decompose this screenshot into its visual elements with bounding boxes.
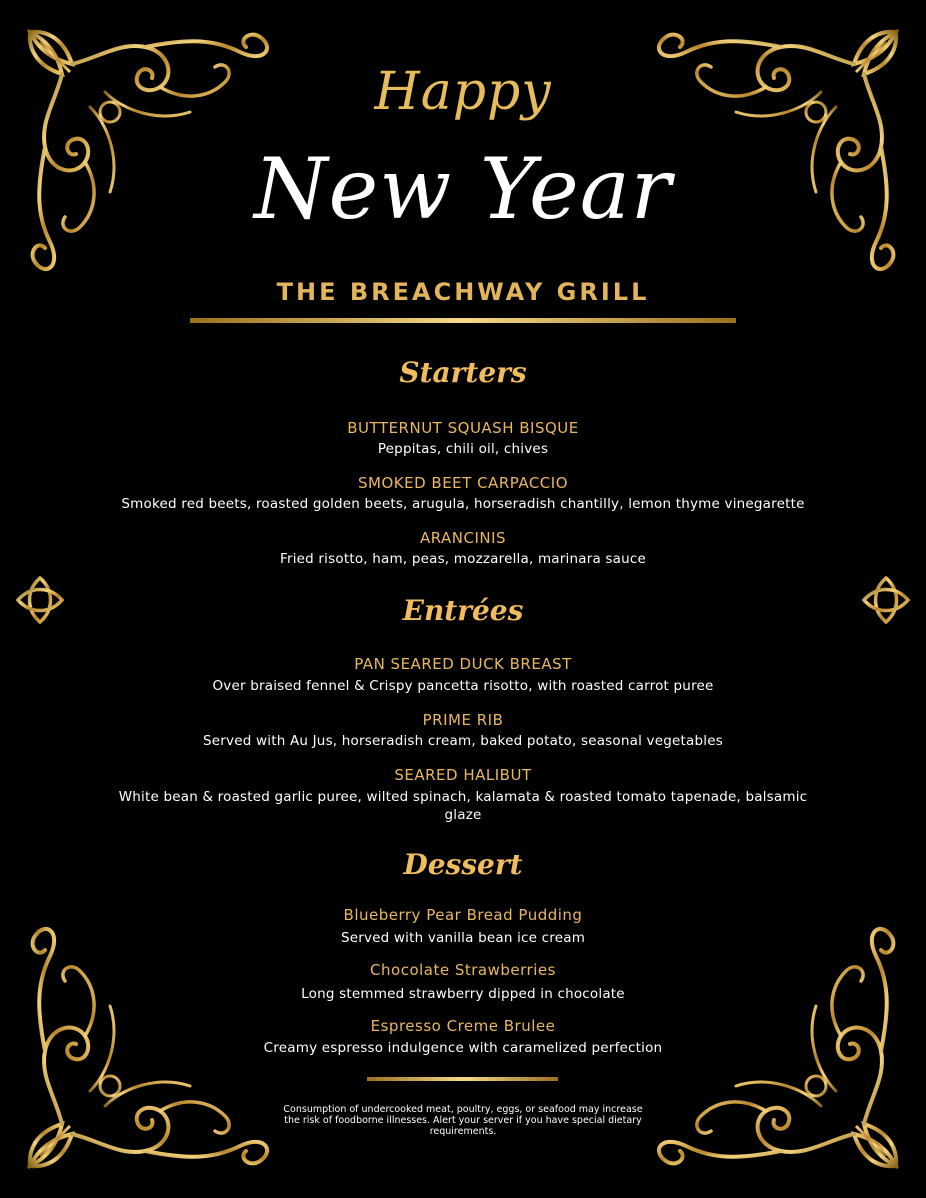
menu-item-description: Creamy espresso indulgence with caramelized perfection <box>263 1040 663 1056</box>
menu-item-description: Peppitas, chili oil, chives <box>377 441 549 457</box>
menu-item-description: Smoked red beets, roasted golden beets, arugula, horseradish chantilly, lemon thyme vinegarette <box>121 496 805 512</box>
happy-heading: Happy <box>374 62 552 122</box>
menu-item-description: Fried risotto, ham, peas, mozzarella, marinara sauce <box>279 551 647 567</box>
new-year-heading: New Year <box>254 140 672 238</box>
menu-item-description: Long stemmed strawberry dipped in chocolate <box>301 986 625 1002</box>
menu-item-name: PAN SEARED DUCK BREAST <box>354 655 572 673</box>
section-title-entrees: Entrées <box>402 594 524 627</box>
section-title-dessert: Dessert <box>403 848 523 881</box>
menu-item-description: Over braised fennel & Crispy pancetta risotto, with roasted carrot puree <box>212 678 714 694</box>
menu-item-name: PRIME RIB <box>422 711 504 729</box>
food-safety-disclaimer: Consumption of undercooked meat, poultry, eggs, or seafood may increase the risk of foodborne illnesses. Alert your server if you have special dietary requirements. <box>283 1104 643 1137</box>
restaurant-name: THE BREACHWAY GRILL <box>276 278 650 306</box>
menu-item-name: ARANCINIS <box>419 529 507 547</box>
menu-item-name: SMOKED BEET CARPACCIO <box>358 474 568 492</box>
section-title-starters: Starters <box>399 356 527 389</box>
menu-item-name: SEARED HALIBUT <box>394 766 532 784</box>
menu-item-name: BUTTERNUT SQUASH BISQUE <box>347 419 579 437</box>
menu-item-name: Espresso Creme Brulee <box>370 1017 556 1035</box>
menu-item-name: Chocolate Strawberries <box>370 961 556 979</box>
menu-item-description: Served with vanilla bean ice cream <box>340 930 586 946</box>
menu-item-name: Blueberry Pear Bread Pudding <box>343 906 583 924</box>
menu-item-description: White bean & roasted garlic puree, wilted spinach, kalamata & roasted tomato tapenade, balsamic glaze <box>118 789 808 823</box>
menu-item-description: Served with Au Jus, horseradish cream, baked potato, seasonal vegetables <box>203 733 723 749</box>
